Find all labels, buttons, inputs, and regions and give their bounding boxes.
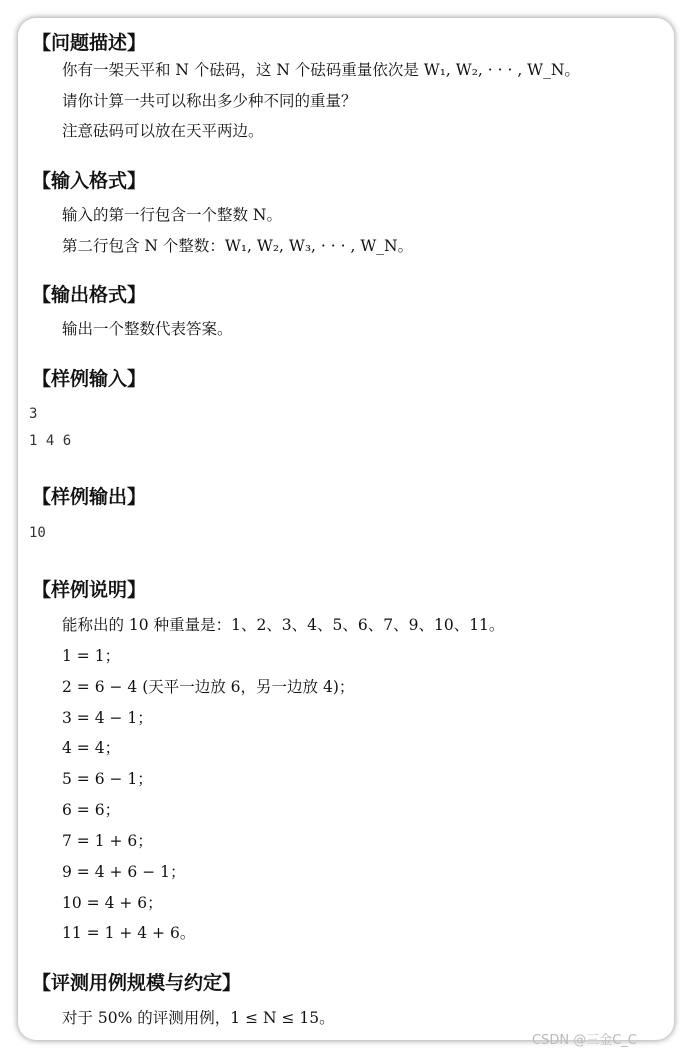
- explanation-line-5: 4 = 4；: [62, 739, 121, 757]
- sample-input-line-2: 1 4 6: [29, 433, 72, 449]
- sample-output-heading: 【样例输出】: [32, 486, 147, 508]
- input-format-heading: 【输入格式】: [32, 170, 147, 192]
- problem-card: [18, 18, 674, 1040]
- constraints-line-1: 对于 50% 的评测用例，1 ≤ N ≤ 15。: [62, 1009, 335, 1027]
- sample-input-heading: 【样例输入】: [32, 368, 147, 390]
- explanation-line-7: 6 = 6；: [62, 801, 121, 819]
- sample-explanation-heading: 【样例说明】: [32, 579, 147, 601]
- explanation-line-4: 3 = 4 − 1；: [62, 709, 153, 727]
- explanation-line-2: 1 = 1；: [62, 647, 121, 665]
- csdn-watermark: CSDN @三金C_C: [532, 1033, 637, 1048]
- output-format-heading: 【输出格式】: [32, 284, 147, 306]
- explanation-line-8: 7 = 1 + 6；: [62, 832, 153, 850]
- output-format-line-1: 输出一个整数代表答案。: [62, 320, 233, 338]
- explanation-line-11: 11 = 1 + 4 + 6。: [62, 924, 196, 942]
- sample-output-line-1: 10: [29, 525, 46, 541]
- explanation-line-3: 2 = 6 − 4 (天平一边放 6，另一边放 4)；: [62, 678, 355, 696]
- problem-line-3: 注意砝码可以放在天平两边。: [62, 122, 264, 140]
- problem-heading: 【问题描述】: [32, 32, 147, 54]
- explanation-line-1: 能称出的 10 种重量是：1、2、3、4、5、6、7、9、10、11。: [62, 616, 505, 634]
- sample-input-line-1: 3: [29, 406, 38, 422]
- explanation-line-9: 9 = 4 + 6 − 1；: [62, 863, 186, 881]
- explanation-line-6: 5 = 6 − 1；: [62, 770, 153, 788]
- explanation-line-10: 10 = 4 + 6；: [62, 894, 163, 912]
- input-format-line-1: 输入的第一行包含一个整数 N。: [62, 206, 282, 224]
- problem-line-1: 你有一架天平和 N 个砝码，这 N 个砝码重量依次是 W₁, W₂, · · · , W_N。: [62, 61, 580, 79]
- constraints-heading: 【评测用例规模与约定】: [32, 972, 242, 994]
- problem-line-2: 请你计算一共可以称出多少种不同的重量？: [62, 92, 357, 110]
- input-format-line-2: 第二行包含 N 个整数：W₁, W₂, W₃, · · · , W_N。: [62, 237, 414, 255]
